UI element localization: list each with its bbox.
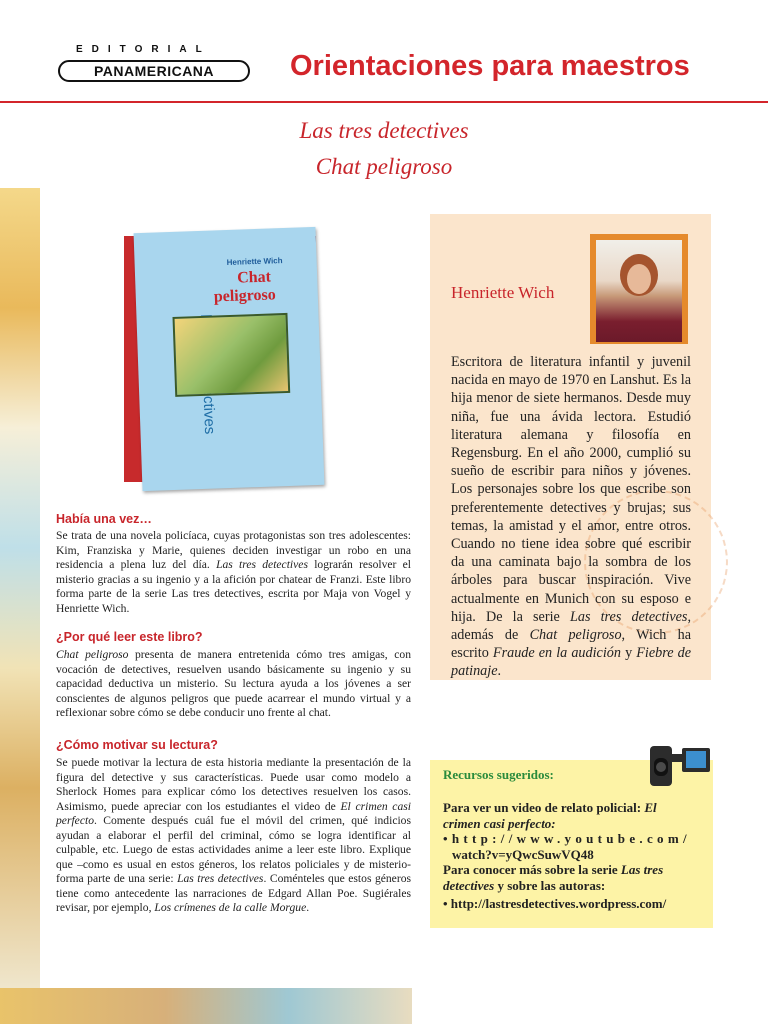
publisher-logo: PANAMERICANA bbox=[58, 60, 250, 82]
book-title: Chat peligroso bbox=[315, 154, 453, 179]
section-body-por-que-leer: Chat peligroso presenta de manera entretenida cómo tres amigas, con vocación de detectives, resuelven usando básicamente su ingenio y su capacidad deductiva un misterio. Su lectura ayuda a los jóvenes a ser conscientes de algunos peligros que puede acarrear el mundo virtual y a reflexionar sobre cómo se debe conducir uno frente al chat. bbox=[56, 648, 411, 719]
video-link[interactable]: •http://www.youtube.com/ bbox=[443, 831, 691, 847]
cover-author: Henriette Wich bbox=[226, 256, 283, 268]
section-heading-habia-una-vez: Había una vez… bbox=[56, 512, 152, 526]
author-bio: Escritora de literatura infantil y juvenil nacida en mayo de 1970 en Lanshut. Es la hija menor de siete hermanos. Desde muy niña, fue una ávida lectora. Estudió literatura alemana y filosofía en Regensburg. En el año 2000, cumplió su sueño de escribir para niños y jóvenes. Los personajes sobre los que escribe son preferentemente detectives y brujas; sus temas, la amistad y el amor, entre otros. Cuando no tiene idea sobre qué escribir da una caminata bajo la sombra de los árboles para buscar inspiración. Vive actualmente en Munich con su esposo e hija. De la serie Las tres detectives, además de Chat peligroso, Wich ha escrito Fraude en la audición y Fiebre de patinaje. bbox=[451, 354, 692, 680]
blog-link[interactable]: • http://lastresdetectives.wordpress.com/ bbox=[443, 895, 667, 911]
book-cover-image bbox=[134, 227, 325, 491]
video-link-continued[interactable]: watch?v=yQwcSuwVQ48 bbox=[452, 846, 594, 862]
author-name: Henriette Wich bbox=[451, 283, 555, 302]
cover-title-line2: peligroso bbox=[213, 286, 277, 306]
author-face bbox=[627, 264, 651, 294]
header-rule bbox=[0, 101, 768, 103]
author-photo bbox=[596, 240, 682, 342]
video-camera-icon bbox=[648, 740, 714, 792]
cover-title-line1: Chat bbox=[236, 268, 272, 287]
series-resource: Para conocer más sobre la serie Las tres detectives y sobre las autoras: bbox=[443, 862, 664, 893]
publisher-logo-top: EDITORIAL bbox=[76, 44, 211, 55]
section-body-habia-una-vez: Se trata de una novela policíaca, cuyas protagonistas son tres adolescentes: Kim, Franziska y Marie, quienes deciden investigar un robo en una residencia a plena luz del día. Las tres detectives lograrán resolver el misterio gracias a su ingenio y a la afición por chatear de Franzi. Este libro forma parte de la serie Las tres detectives, escrita por Maja von Vogel y Henriette Wich. bbox=[56, 529, 412, 615]
book-series-title: Las tres detectives bbox=[299, 118, 469, 143]
video-resource: Para ver un video de relato policial: El crimen casi perfecto: bbox=[443, 800, 657, 831]
section-heading-como-motivar: ¿Cómo motivar su lectura? bbox=[56, 738, 218, 752]
section-body-como-motivar: Se puede motivar la lectura de esta historia mediante la presentación de la figura del detective y sus características. Puede usar como modelo a Sherlock Homes para explicar cómo los detectives resuelven los casos. Asimismo, puede apreciar con los estudiantes el video de El crimen casi perfecto. Comente después cuál fue el móvil del crimen, qué indicios ayudan a elaborar el perfil del criminal, cómo se logra identificar al culpable, etc. Luego de estas actividades anime a leer este libro. Explique que –como es usual en estos géneros, los relatos policiales y de misterio- forma parte de una serie: Las tres detectives. Coménteles que estos géneros tiene como antecedente las narraciones de Edgard Allan Poe. Sugiérales revisar, por ejemplo, Los crímenes de la calle Morgue. bbox=[56, 756, 411, 914]
bottom-illustration bbox=[0, 988, 412, 1024]
section-heading-por-que-leer: ¿Por qué leer este libro? bbox=[56, 630, 203, 644]
resources-body bbox=[443, 800, 697, 911]
page-title: Orientaciones para maestros bbox=[290, 50, 690, 82]
cover-illustration bbox=[172, 313, 290, 397]
left-illustration bbox=[0, 188, 40, 988]
resources-title: Recursos sugeridos: bbox=[443, 767, 554, 782]
